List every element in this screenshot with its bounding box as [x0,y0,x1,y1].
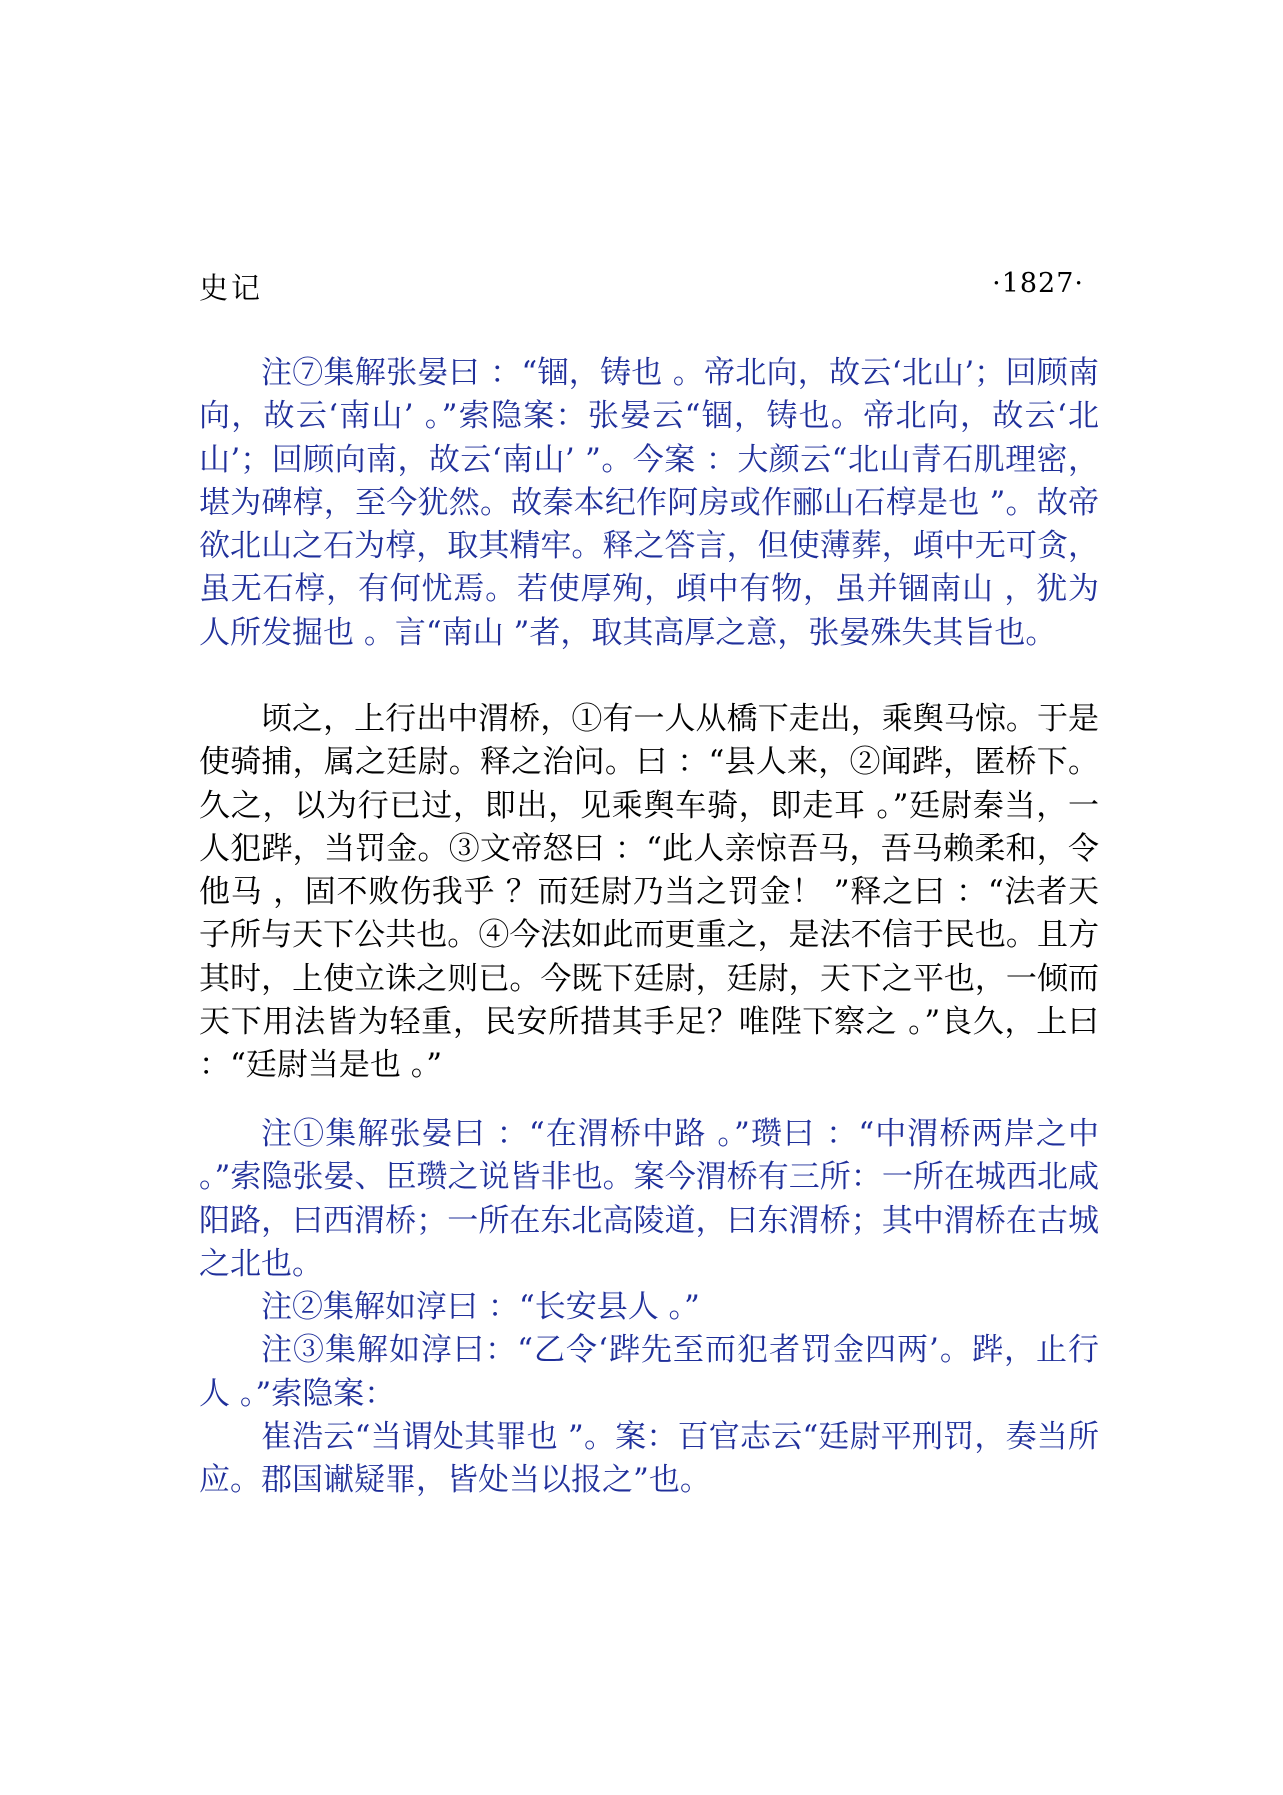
main-paragraph: 顷之，上行出中渭桥，①有一人从橋下走出，乘舆马惊。于是使骑捕，属之廷尉。释之治问。曰 ：“县人来，②闻跸，匿桥下。久之，以为行已过，即出，见乘舆车骑，即走耳 。”廷尉秦当，一人犯跸，当罚金。③文帝怒曰 ：“此人亲惊吾马，吾马赖柔和，令他马 ，固不败伤我乎 ？而廷尉乃当之罚金！ ”释之曰 ：“法者天子所与天下公共也。④今法如此而更重之，是法不信于民也。且方其时，上使立诛之则已。今既下廷尉，廷尉，天下之平也，一倾而天下用法皆为轻重，民安所措其手足？唯陛下察之 。”良久，上曰 ：“廷尉当是也 。” [199,701,1109,1084]
book-title: 史记 [199,271,264,305]
note-paragraph: 崔浩云“当谓处其罪也 ”。案：百官志云“廷尉平刑罚，奏当所应。郡国谳疑罪，皆处当以报之”也。 [199,1419,1099,1499]
page-number: ·1827· [992,268,1084,299]
notes-block-1 [199,352,1099,655]
note-paragraph: 注②集解如淳曰 ：“长安县人 。” [261,1289,700,1326]
page-header [199,266,1084,314]
note-paragraph: 注⑦集解张晏曰 ：“锢，铸也 。帝北向，故云‘北山’；回顾南向，故云‘南山’ 。”索隐案：张晏云“锢，铸也。帝北向，故云‘北山’；回顾向南，故云‘南山’ ”。今案 ：大颜云“北山青石肌理密，堪为碑椁，至今犹然。故秦本纪作阿房或作郦山石椁是也 ”。故帝欲北山之石为椁，取其精牢。释之答言，但使薄葬，頉中无可贪，虽无石椁，有何忧焉。若使厚殉，頉中有物，虽并锢南山 ，犹为人所发掘也 。言“南山 ”者，取其高厚之意，张晏殊失其旨也。 [199,355,1099,651]
note-paragraph: 注③集解如淳曰：“乙令‘跸先至而犯者罚金四两’。跸，止行人 。”索隐案： [199,1332,1099,1412]
main-text-block [199,698,1109,1088]
note-paragraph: 注①集解张晏曰 ：“在渭桥中路 。”瓒曰 ：“中渭桥两岸之中 。”索隐张晏、臣瓒之说皆非也。案今渭桥有三所：一所在城西北咸阳路，曰西渭桥；一所在东北高陵道，曰东渭桥；其中渭桥在古城之北也。 [199,1116,1109,1282]
notes-block-2 [199,1113,1109,1503]
